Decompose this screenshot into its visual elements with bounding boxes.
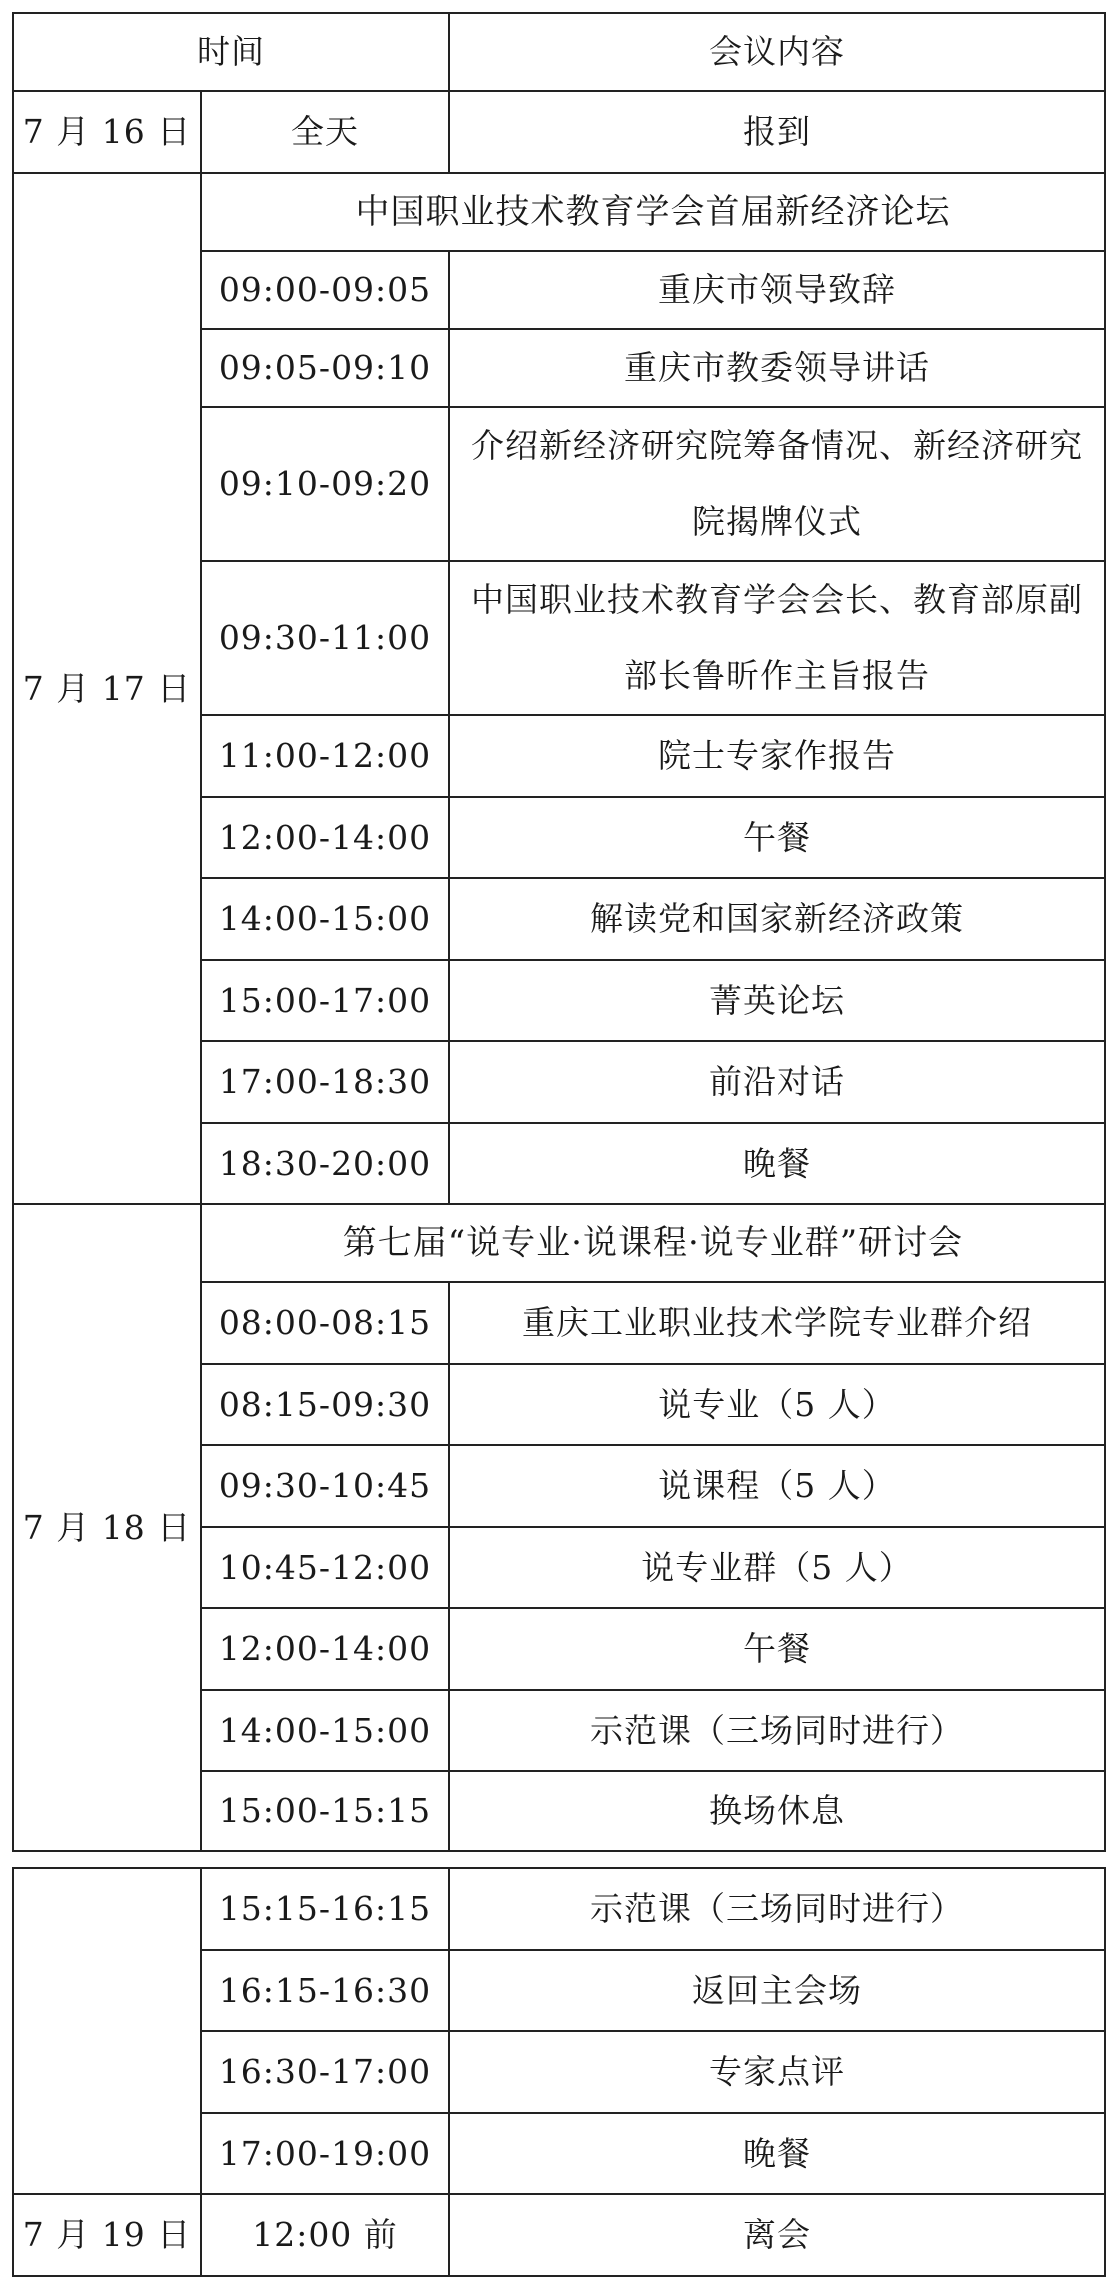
header-row [13,13,1105,91]
content-cell: 晚餐 [449,2113,1105,2194]
time-cell: 17:00-18:30 [201,1041,449,1123]
time-cell: 09:30-11:00 [201,561,449,715]
date-cell: 7 月 19 日 [13,2194,201,2276]
content-cell: 重庆市教委领导讲话 [449,329,1105,407]
schedule-table-page-2 [12,1867,1106,2277]
time-cell: 08:15-09:30 [201,1364,449,1445]
date-cell: 7 月 17 日 [13,173,201,1204]
schedule-table-page-1 [12,12,1106,1852]
time-cell: 14:00-15:00 [201,1690,449,1771]
content-cell: 院士专家作报告 [449,715,1105,797]
date-cell: 7 月 18 日 [13,1204,201,1851]
content-cell: 离会 [449,2194,1105,2276]
table-row [13,2194,1105,2276]
content-cell: 报到 [449,91,1105,173]
content-cell: 说专业（5 人） [449,1364,1105,1445]
table-row [13,1204,1105,1282]
time-cell: 12:00-14:00 [201,797,449,878]
content-cell: 中国职业技术教育学会会长、教育部原副部长鲁昕作主旨报告 [449,561,1105,715]
header-content: 会议内容 [449,13,1105,91]
section-title: 中国职业技术教育学会首届新经济论坛 [201,173,1105,251]
time-cell: 17:00-19:00 [201,2113,449,2194]
content-cell: 示范课（三场同时进行） [449,1868,1105,1950]
time-cell: 11:00-12:00 [201,715,449,797]
content-cell: 晚餐 [449,1123,1105,1204]
content-cell: 重庆市领导致辞 [449,251,1105,329]
time-cell: 09:10-09:20 [201,407,449,561]
table-row [13,1868,1105,1950]
time-cell: 12:00 前 [201,2194,449,2276]
date-cell: 7 月 16 日 [13,91,201,173]
content-cell: 菁英论坛 [449,960,1105,1041]
table-row [13,173,1105,251]
time-cell: 10:45-12:00 [201,1527,449,1608]
content-cell: 示范课（三场同时进行） [449,1690,1105,1771]
time-cell: 09:05-09:10 [201,329,449,407]
time-cell: 08:00-08:15 [201,1282,449,1364]
time-cell: 16:30-17:00 [201,2031,449,2113]
date-cell-continued [13,1868,201,2194]
content-cell: 介绍新经济研究院筹备情况、新经济研究院揭牌仪式 [449,407,1105,561]
time-cell: 14:00-15:00 [201,878,449,960]
content-cell: 说课程（5 人） [449,1445,1105,1527]
content-cell: 解读党和国家新经济政策 [449,878,1105,960]
header-time: 时间 [13,13,449,91]
section-title: 第七届“说专业·说课程·说专业群”研讨会 [201,1204,1105,1282]
content-cell: 午餐 [449,1608,1105,1690]
content-cell: 换场休息 [449,1771,1105,1851]
time-cell: 18:30-20:00 [201,1123,449,1204]
content-cell: 午餐 [449,797,1105,878]
content-cell: 前沿对话 [449,1041,1105,1123]
time-cell: 09:30-10:45 [201,1445,449,1527]
table-row [13,91,1105,173]
content-cell: 返回主会场 [449,1950,1105,2031]
content-cell: 说专业群（5 人） [449,1527,1105,1608]
time-cell: 09:00-09:05 [201,251,449,329]
time-cell: 12:00-14:00 [201,1608,449,1690]
content-cell: 重庆工业职业技术学院专业群介绍 [449,1282,1105,1364]
content-cell: 专家点评 [449,2031,1105,2113]
time-cell: 15:15-16:15 [201,1868,449,1950]
time-cell: 16:15-16:30 [201,1950,449,2031]
time-cell: 15:00-17:00 [201,960,449,1041]
time-cell: 15:00-15:15 [201,1771,449,1851]
time-cell: 全天 [201,91,449,173]
